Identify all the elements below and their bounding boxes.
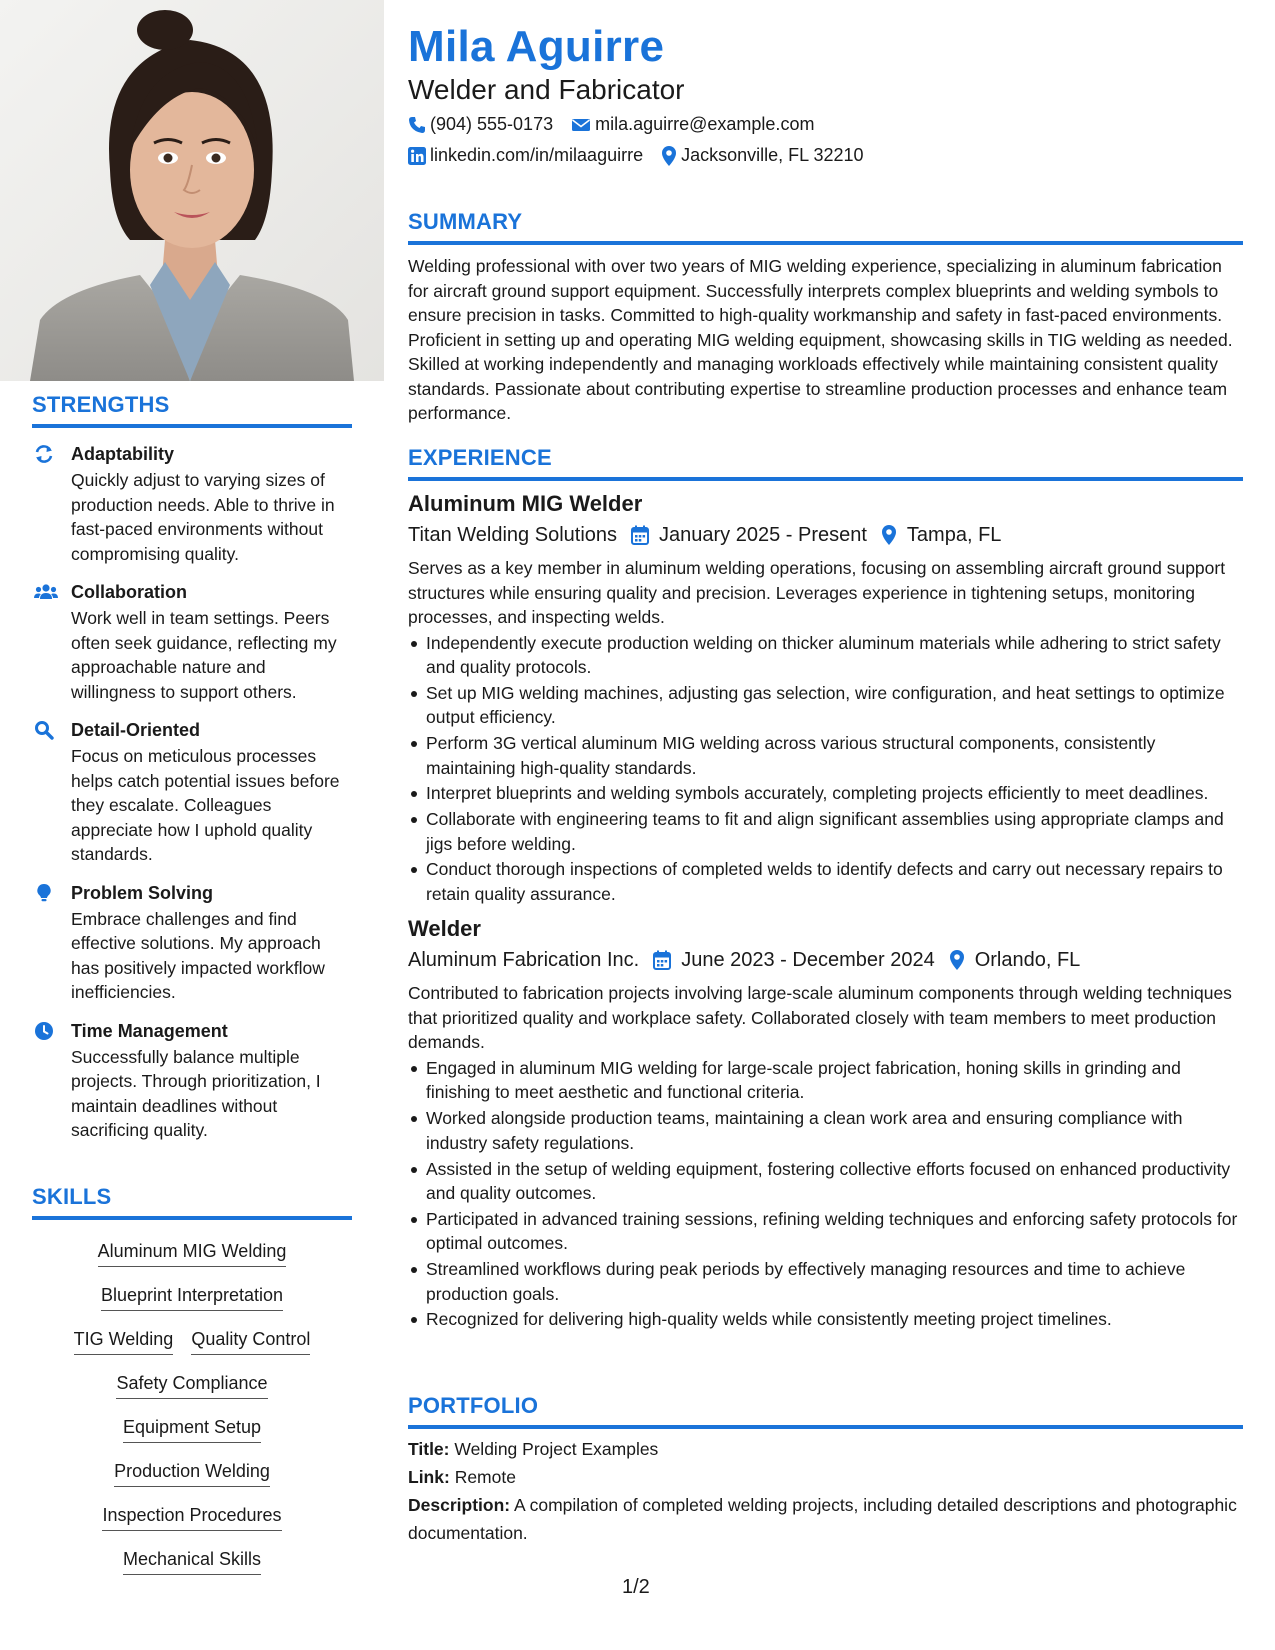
job-role: Aluminum MIG Welder	[408, 491, 643, 516]
portfolio-heading: PORTFOLIO	[408, 1393, 1243, 1429]
summary-section	[408, 209, 1243, 426]
job-bullets	[408, 631, 1243, 907]
job-location: Orlando, FL	[974, 949, 1081, 972]
strength-item	[32, 718, 352, 867]
job-dates: June 2023 - December 2024	[681, 949, 935, 972]
list-item: Worked alongside production teams, maintaining a clean work area and ensuring compliance with industry safety regulations.	[408, 1106, 1243, 1155]
portfolio-section	[408, 1393, 1243, 1547]
portfolio-link	[408, 1463, 1243, 1491]
refresh-icon	[34, 444, 54, 464]
strengths-section	[32, 392, 352, 1143]
skills-heading: SKILLS	[32, 1184, 352, 1220]
strength-item	[32, 881, 352, 1005]
list-item: Recognized for delivering high-quality welds while consistently meeting project timelines.	[408, 1307, 1243, 1332]
linkedin-link[interactable]: linkedin.com/in/milaaguirre	[430, 145, 644, 165]
list-item: Conduct thorough inspections of completed welds to identify defects and carry out necessary repairs to retain quality assurance.	[408, 857, 1243, 906]
skill-tag: Mechanical Skills	[123, 1547, 261, 1575]
list-item: Streamlined workflows during peak periods by effectively managing resources and time to achieve production goals.	[408, 1257, 1243, 1306]
strength-desc: Successfully balance multiple projects. Through prioritization, I maintain deadlines without sacrificing quality.	[71, 1046, 321, 1140]
list-item: Collaborate with engineering teams to fit and align significant assemblies using appropriate clamps and jigs before welding.	[408, 807, 1243, 856]
phone-icon	[408, 116, 426, 134]
strengths-heading: STRENGTHS	[32, 392, 352, 428]
summary-text: Welding professional with over two years of MIG welding experience, specializing in aluminum fabrication for aircraft ground support equipment. Successfully interprets complex blueprints and welding symbols to ensure precision in tasks. Committed to high-quality workmanship and safety in fast-paced environments. Proficient in setting up and operating MIG welding equipment, showcasing skills in TIG welding as needed. Skilled at working independently and managing workloads effectively while maintaining consistent quality standards. Passionate about contributing expertise to streamline production processes and enhance team performance.	[408, 256, 1233, 423]
strength-desc: Work well in team settings. Peers often seek guidance, reflecting my approachable nature and willingness to support others.	[71, 608, 337, 702]
location-text: Jacksonville, FL 32210	[681, 145, 864, 165]
lightbulb-icon	[34, 883, 54, 903]
location-pin-icon	[881, 525, 897, 545]
list-item: Perform 3G vertical aluminum MIG welding across various structural components, consistently maintaining high-quality standards.	[408, 731, 1243, 780]
phone-text[interactable]: (904) 555-0173	[430, 114, 554, 134]
list-item: Participated in advanced training sessions, refining welding techniques and enforcing safety protocols for optimal outcomes.	[408, 1207, 1243, 1256]
job-entry	[408, 489, 1243, 906]
job-location: Tampa, FL	[906, 524, 1002, 546]
linkedin-icon	[408, 147, 426, 165]
portfolio-desc-value: A compilation of completed welding projects, including detailed descriptions and photographic documentation.	[408, 1495, 1237, 1543]
envelope-icon	[571, 117, 591, 133]
strength-item	[32, 442, 352, 566]
strength-desc: Focus on meticulous processes helps catch potential issues before they escalate. Colleagues appreciate how I uphold quality standards.	[71, 746, 340, 864]
job-description: Contributed to fabrication projects involving large-scale aluminum components through welding techniques that prioritized quality and workplace safety. Collaborated closely with team members to meet production demands.	[408, 983, 1232, 1053]
portfolio-title	[408, 1435, 1243, 1463]
experience-section	[408, 445, 1243, 1333]
email-link[interactable]: mila.aguirre@example.com	[595, 114, 815, 134]
portfolio-description	[408, 1491, 1243, 1547]
calendar-icon	[653, 950, 671, 970]
list-item: Assisted in the setup of welding equipment, fostering collective efforts focused on enhanced productivity and quality outcomes.	[408, 1157, 1243, 1206]
skill-tag: TIG Welding	[74, 1327, 174, 1355]
strength-desc: Quickly adjust to varying sizes of production needs. Able to thrive in fast-paced environments without compromising quality.	[71, 470, 335, 564]
search-icon	[34, 720, 54, 740]
location-pin-icon	[949, 950, 965, 970]
strength-title: Adaptability	[71, 444, 175, 464]
users-icon	[34, 582, 54, 602]
job-meta	[408, 520, 1243, 550]
skill-tag: Production Welding	[114, 1459, 270, 1487]
strength-title: Time Management	[71, 1020, 228, 1041]
skill-tag: Aluminum MIG Welding	[98, 1239, 287, 1267]
candidate-name: Mila Aguirre	[408, 22, 665, 71]
list-item: Interpret blueprints and welding symbols accurately, completing projects efficiently to meet deadlines.	[408, 781, 1243, 806]
portfolio-link-value[interactable]: Remote	[454, 1467, 516, 1487]
list-item: Independently execute production welding on thicker aluminum materials while adhering to strict safety and quality protocols.	[408, 631, 1243, 680]
contact-row-1	[408, 114, 814, 135]
job-entry	[408, 914, 1243, 1331]
strength-title: Collaboration	[71, 582, 187, 602]
skill-tag: Quality Control	[191, 1327, 310, 1355]
skill-tag: Equipment Setup	[123, 1415, 261, 1443]
location-pin-icon	[661, 146, 677, 166]
portfolio-title-label: Title:	[408, 1439, 450, 1459]
strength-item	[32, 1019, 352, 1143]
sidebar	[0, 0, 384, 1650]
page-number: 1/2	[622, 1576, 650, 1598]
job-meta	[408, 945, 1243, 975]
strength-title: Detail-Oriented	[71, 720, 201, 740]
job-dates: January 2025 - Present	[659, 524, 867, 546]
calendar-icon	[631, 525, 649, 545]
summary-heading: SUMMARY	[408, 209, 1243, 245]
portfolio-desc-label: Description:	[408, 1495, 511, 1515]
strength-desc: Embrace challenges and find effective solutions. My approach has positively impacted workflow inefficiencies.	[71, 908, 325, 1002]
portfolio-title-value: Welding Project Examples	[454, 1439, 659, 1459]
job-company: Titan Welding Solutions	[408, 524, 618, 546]
clock-icon	[34, 1021, 54, 1041]
job-role: Welder	[408, 916, 481, 942]
portfolio-link-label: Link:	[408, 1467, 450, 1487]
profile-photo	[0, 0, 384, 381]
skill-tag: Inspection Procedures	[102, 1503, 281, 1531]
contact-row-2	[408, 145, 864, 166]
job-description: Serves as a key member in aluminum welding operations, focusing on assembling aircraft ground support structures while ensuring quality and precision. Leverages experience in tightening setups, monitoring processes, and inspecting welds.	[408, 558, 1226, 627]
list-item: Engaged in aluminum MIG welding for large-scale project fabrication, honing skills in grinding and finishing to meet aesthetic and functional criteria.	[408, 1056, 1243, 1105]
strength-item	[32, 580, 352, 704]
strength-title: Problem Solving	[71, 882, 214, 903]
skill-tag: Safety Compliance	[116, 1371, 267, 1399]
job-title-header: Welder and Fabricator	[408, 74, 685, 105]
list-item: Set up MIG welding machines, adjusting gas selection, wire configuration, and heat settings to optimize output efficiency.	[408, 681, 1243, 730]
skills-section	[32, 1184, 352, 1582]
experience-heading: EXPERIENCE	[408, 445, 1243, 481]
job-bullets	[408, 1056, 1243, 1332]
job-company: Aluminum Fabrication Inc.	[408, 949, 640, 972]
skill-tag: Blueprint Interpretation	[101, 1283, 283, 1311]
